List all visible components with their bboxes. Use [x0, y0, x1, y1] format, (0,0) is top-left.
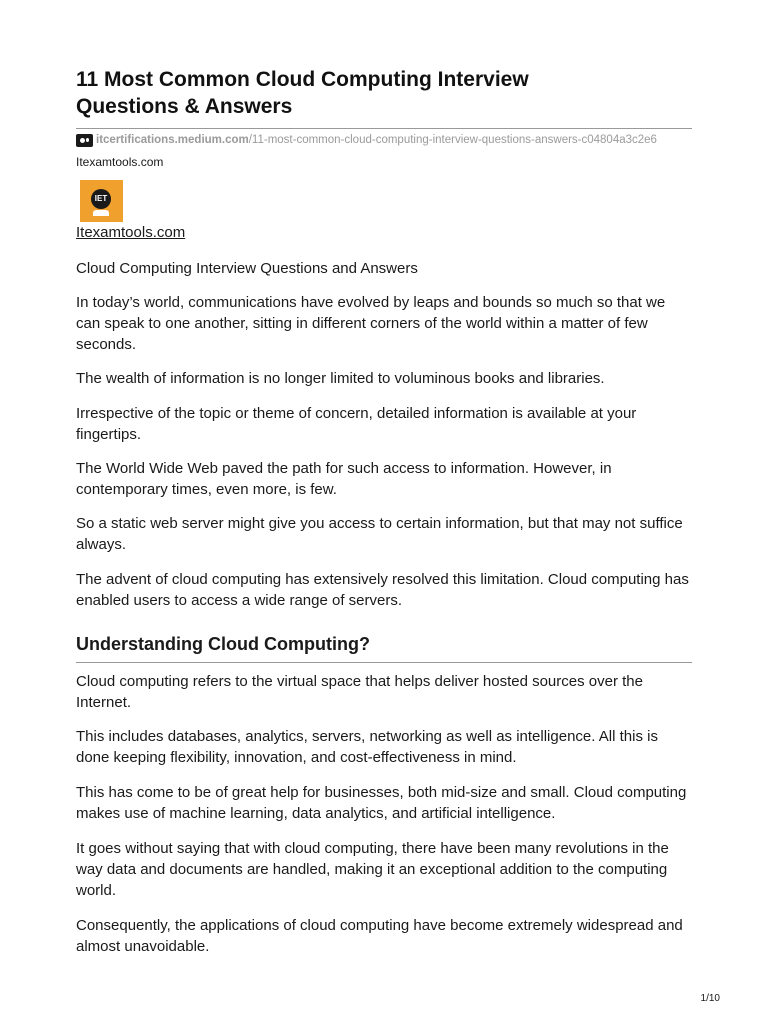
paragraph-intro-3: The wealth of information is no longer limited to voluminous books and libraries.: [76, 370, 605, 387]
paragraph-section-2: This includes databases, analytics, servers, networking as well as intelligence. All this is done keeping flexibility, innovation, and cost-effectiveness in mind.: [76, 728, 658, 766]
paragraph-intro-5: The World Wide Web paved the path for such access to information. However, in contemporary times, even more, is few.: [76, 460, 612, 498]
paragraph-section-1: Cloud computing refers to the virtual space that helps deliver hosted sources over the Internet.: [76, 673, 643, 711]
paragraph-section-5: Consequently, the applications of cloud computing have become extremely widespread and almost unavoidable.: [76, 917, 683, 955]
document-page: [76, 66, 692, 957]
site-caption: Itexamtools.com: [76, 155, 164, 169]
paragraph-section-3: This has come to be of great help for businesses, both mid-size and small. Cloud computing makes use of machine learning, data analytics, and artificial intelligence.: [76, 784, 687, 822]
itexamtools-link[interactable]: Itexamtools.com: [76, 224, 186, 241]
paragraph-intro-1: Cloud Computing Interview Questions and Answers: [76, 260, 418, 277]
logo-badge: IET: [91, 189, 111, 209]
page-number: 1/10: [700, 993, 720, 1004]
medium-logo-icon: [76, 134, 93, 147]
paragraph-section-4: It goes without saying that with cloud computing, there have been many revolutions in the way data and documents are handled, making it an exceptional addition to the computing world.: [76, 840, 669, 899]
paragraph-intro-4: Irrespective of the topic or theme of concern, detailed information is available at your fingertips.: [76, 405, 637, 443]
page-title-line-2: Questions & Answers: [76, 95, 293, 118]
itexamtools-logo[interactable]: [80, 180, 123, 222]
logo-base-shape: [93, 210, 109, 216]
source-path[interactable]: /11-most-common-cloud-computing-interview-questions-answers-c04804a3c2e6: [248, 134, 657, 146]
paragraph-intro-2: In today’s world, communications have evolved by leaps and bounds so much so that we can speak to one another, sitting in different corners of the world within a matter of few seconds.: [76, 294, 666, 353]
source-url[interactable]: [76, 133, 692, 147]
page-title: [76, 66, 692, 120]
source-domain[interactable]: itcertifications.medium.com: [96, 134, 249, 146]
paragraph-intro-7: The advent of cloud computing has extensively resolved this limitation. Cloud computing has enabled users to access a wide range of servers.: [76, 571, 689, 609]
section-heading: Understanding Cloud Computing?: [76, 634, 370, 654]
title-divider: [76, 128, 692, 129]
page-title-line-1: 11 Most Common Cloud Computing Interview: [76, 68, 529, 91]
paragraph-intro-6: So a static web server might give you access to certain information, but that may not suffice always.: [76, 515, 683, 553]
section-divider: [76, 662, 692, 663]
